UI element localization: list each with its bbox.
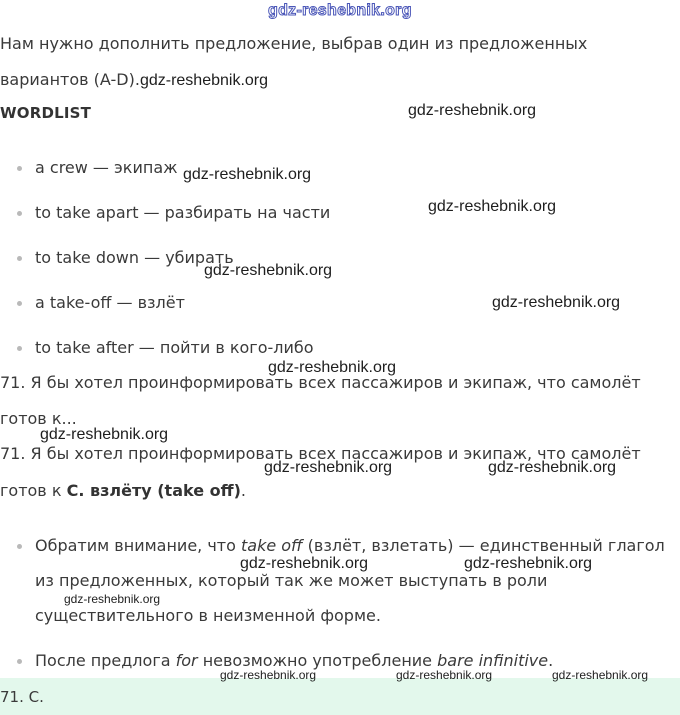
note-term: bare infinitive	[437, 651, 549, 670]
watermark: gdz-reshebnik.org	[552, 668, 649, 682]
watermark: gdz-reshebnik.org	[204, 262, 333, 279]
note-1-line-2: из предложенных, который так же может выступать в роли	[35, 571, 548, 590]
bullet	[17, 544, 22, 549]
question-line-2: готов к...	[0, 409, 77, 428]
watermark: gdz-reshebnik.org	[240, 555, 369, 572]
watermark: gdz-reshebnik.org	[183, 166, 312, 183]
bullet	[17, 659, 22, 664]
solution-line-1: 71. Я бы хотел проинформировать всех пассажиров и экипаж, что самолёт	[0, 444, 641, 463]
watermark: gdz-reshebnik.org	[396, 668, 493, 682]
solution-prefix: готов к	[0, 481, 67, 500]
wordlist-item-3: to take down — убирать	[35, 248, 234, 267]
question-line-1: 71. Я бы хотел проинформировать всех пассажиров и экипаж, что самолёт	[0, 373, 641, 392]
bullet	[17, 346, 22, 351]
wordlist-item-4: a take-off — взлёт	[35, 293, 185, 312]
answer: 71. C.	[0, 688, 44, 706]
watermark: gdz-reshebnik.org	[40, 426, 169, 443]
bullet	[17, 301, 22, 306]
wordlist-item-5: to take after — пойти в кого-либо	[35, 338, 314, 357]
note-text: (взлёт, взлетать) — единственный глагол	[302, 536, 665, 555]
note-term: take off	[240, 536, 303, 555]
note-text: невозможно употребление	[197, 651, 438, 670]
watermark: gdz-reshebnik.org	[488, 459, 617, 476]
note-text: Обратим внимание, что	[35, 536, 241, 555]
intro-line-2-text: вариантов (A-D).	[0, 70, 140, 89]
watermark: gdz-reshebnik.org	[428, 198, 557, 215]
answer-bar	[0, 678, 680, 715]
note-1-line-3: существительного в неизменной форме.	[35, 606, 381, 625]
wordlist-item-2: to take apart — разбирать на части	[35, 203, 331, 222]
watermark: gdz-reshebnik.org	[492, 294, 621, 311]
watermark: gdz-reshebnik.org	[464, 555, 593, 572]
note-text: После предлога	[35, 651, 176, 670]
wordlist-item-1: a crew — экипаж	[35, 158, 178, 177]
bullet	[17, 211, 22, 216]
wordlist-title: WORDLIST	[0, 104, 92, 122]
watermark: gdz-reshebnik.org	[408, 102, 537, 119]
solution-answer: C. взлёту (take off)	[66, 481, 241, 500]
intro-line-1: Нам нужно дополнить предложение, выбрав один из предложенных	[0, 34, 588, 53]
note-text: .	[548, 651, 554, 670]
watermark: gdz-reshebnik.org	[220, 668, 317, 682]
watermark: gdz-reshebnik.org	[264, 459, 393, 476]
watermark-top: gdz-reshebnik.org	[268, 2, 412, 19]
watermark: gdz-reshebnik.org	[268, 359, 397, 376]
intro-line-2	[0, 70, 268, 90]
bullet	[17, 256, 22, 261]
watermark: gdz-reshebnik.org	[64, 592, 161, 606]
note-term: for	[175, 651, 198, 670]
solution-suffix: .	[240, 481, 246, 500]
note-1-line-1	[35, 536, 665, 555]
bullet	[17, 166, 22, 171]
solution-line-2	[0, 481, 246, 500]
watermark-inline: gdz-reshebnik.org	[139, 72, 269, 89]
